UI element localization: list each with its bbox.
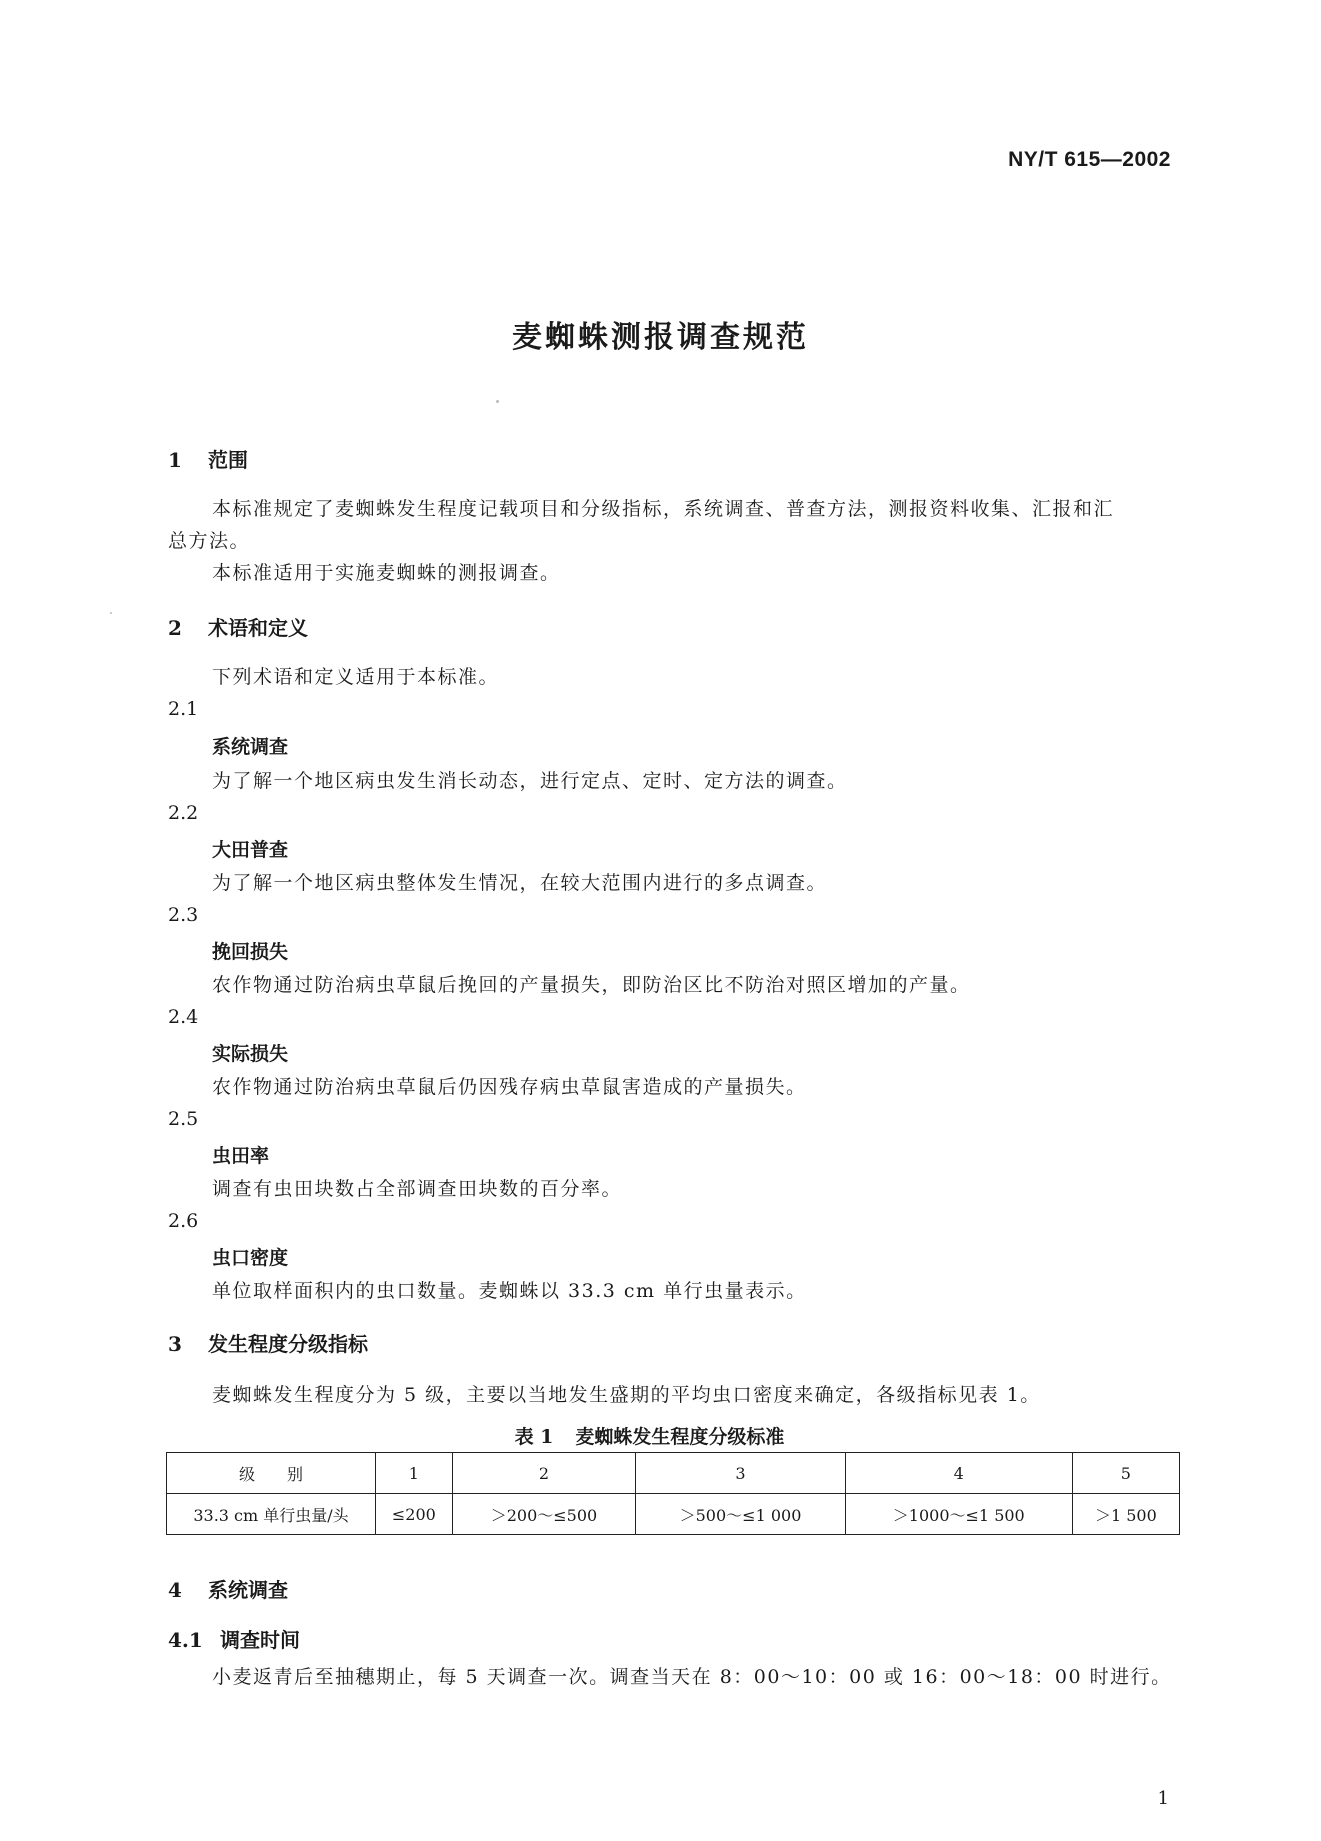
- term-number: 2.1: [168, 698, 199, 720]
- paragraph: 小麦返青后至抽穗期止，每 5 天调查一次。调查当天在 8：00～10：00 或 16：00～18：00 时进行。: [212, 1666, 1172, 1688]
- section-2-heading: [168, 612, 308, 641]
- term-definition: 调查有虫田块数占全部调查田块数的百分率。: [212, 1178, 623, 1200]
- table-header-cell: 2: [452, 1453, 636, 1494]
- term-definition: 农作物通过防治病虫草鼠后仍因残存病虫草鼠害造成的产量损失。: [212, 1076, 807, 1098]
- term-definition: 单位取样面积内的虫口数量。麦蜘蛛以 33.3 cm 单行虫量表示。: [212, 1280, 807, 1302]
- term-number: 2.5: [168, 1108, 199, 1130]
- table-cell: ＞1 500: [1072, 1494, 1179, 1535]
- section-number: 3: [168, 1332, 182, 1356]
- section-number: 4: [168, 1578, 182, 1602]
- paragraph: 麦蜘蛛发生程度分为 5 级，主要以当地发生盛期的平均虫口密度来确定，各级指标见表 1。: [212, 1384, 1041, 1406]
- table-cell: 33.3 cm 单行虫量/头: [167, 1494, 376, 1535]
- table-caption-title: 麦蜘蛛发生程度分级标准: [575, 1426, 785, 1448]
- term-name: 挽回损失: [212, 941, 289, 963]
- standard-number: NY/T 615—2002: [1008, 148, 1171, 171]
- term-name: 虫口密度: [212, 1247, 289, 1269]
- term-definition: 为了解一个地区病虫整体发生情况，在较大范围内进行的多点调查。: [212, 872, 828, 894]
- table-header-cell: 5: [1072, 1453, 1179, 1494]
- table-header-cell: 1: [376, 1453, 453, 1494]
- term-name: 虫田率: [212, 1145, 270, 1167]
- table-cell: ＞500～≤1 000: [636, 1494, 846, 1535]
- page-number: 1: [1157, 1788, 1169, 1809]
- section-4-heading: [168, 1574, 288, 1603]
- term-number: 2.4: [168, 1006, 199, 1028]
- table-caption: [0, 1422, 1321, 1449]
- term-name: 大田普查: [212, 839, 289, 861]
- grading-table: [166, 1452, 1180, 1535]
- section-3-heading: [168, 1328, 368, 1357]
- section-title: 发生程度分级指标: [208, 1332, 368, 1356]
- term-definition: 农作物通过防治病虫草鼠后挽回的产量损失，即防治区比不防治对照区增加的产量。: [212, 974, 971, 996]
- term-number: 2.6: [168, 1210, 199, 1232]
- term-name: 系统调查: [212, 736, 289, 758]
- subsection-number: 4.1: [168, 1628, 203, 1652]
- table-header-cell: 3: [636, 1453, 846, 1494]
- scan-speck: [496, 400, 499, 403]
- table-header-cell: 级 别: [167, 1453, 376, 1494]
- table-row: [167, 1494, 1180, 1535]
- table-cell: ＞200～≤500: [452, 1494, 636, 1535]
- term-definition: 为了解一个地区病虫发生消长动态，进行定点、定时、定方法的调查。: [212, 770, 848, 792]
- table-header-cell: 4: [845, 1453, 1072, 1494]
- paragraph: 下列术语和定义适用于本标准。: [212, 666, 500, 688]
- table-cell: ≤200: [376, 1494, 453, 1535]
- page-title: 麦蜘蛛测报调查规范: [512, 320, 809, 355]
- table-cell: ＞1000～≤1 500: [845, 1494, 1072, 1535]
- term-number: 2.3: [168, 904, 199, 926]
- section-1-heading: [168, 444, 248, 473]
- section-title: 范围: [208, 448, 248, 472]
- section-title: 系统调查: [208, 1578, 288, 1602]
- subsection-title: 调查时间: [220, 1628, 300, 1652]
- paragraph-continued: 总方法。: [168, 530, 251, 552]
- paragraph: 本标准规定了麦蜘蛛发生程度记载项目和分级指标，系统调查、普查方法，测报资料收集、汇报和汇: [212, 498, 1115, 520]
- table-caption-number: 表 1: [514, 1426, 554, 1448]
- term-number: 2.2: [168, 802, 199, 824]
- term-name: 实际损失: [212, 1043, 289, 1065]
- paragraph: 本标准适用于实施麦蜘蛛的测报调查。: [212, 562, 561, 584]
- subsection-4-1-heading: [168, 1624, 300, 1653]
- section-number: 2: [168, 616, 182, 640]
- scan-speck: [110, 612, 112, 614]
- table-header-row: [167, 1453, 1180, 1494]
- section-number: 1: [168, 448, 182, 472]
- section-title: 术语和定义: [208, 616, 308, 640]
